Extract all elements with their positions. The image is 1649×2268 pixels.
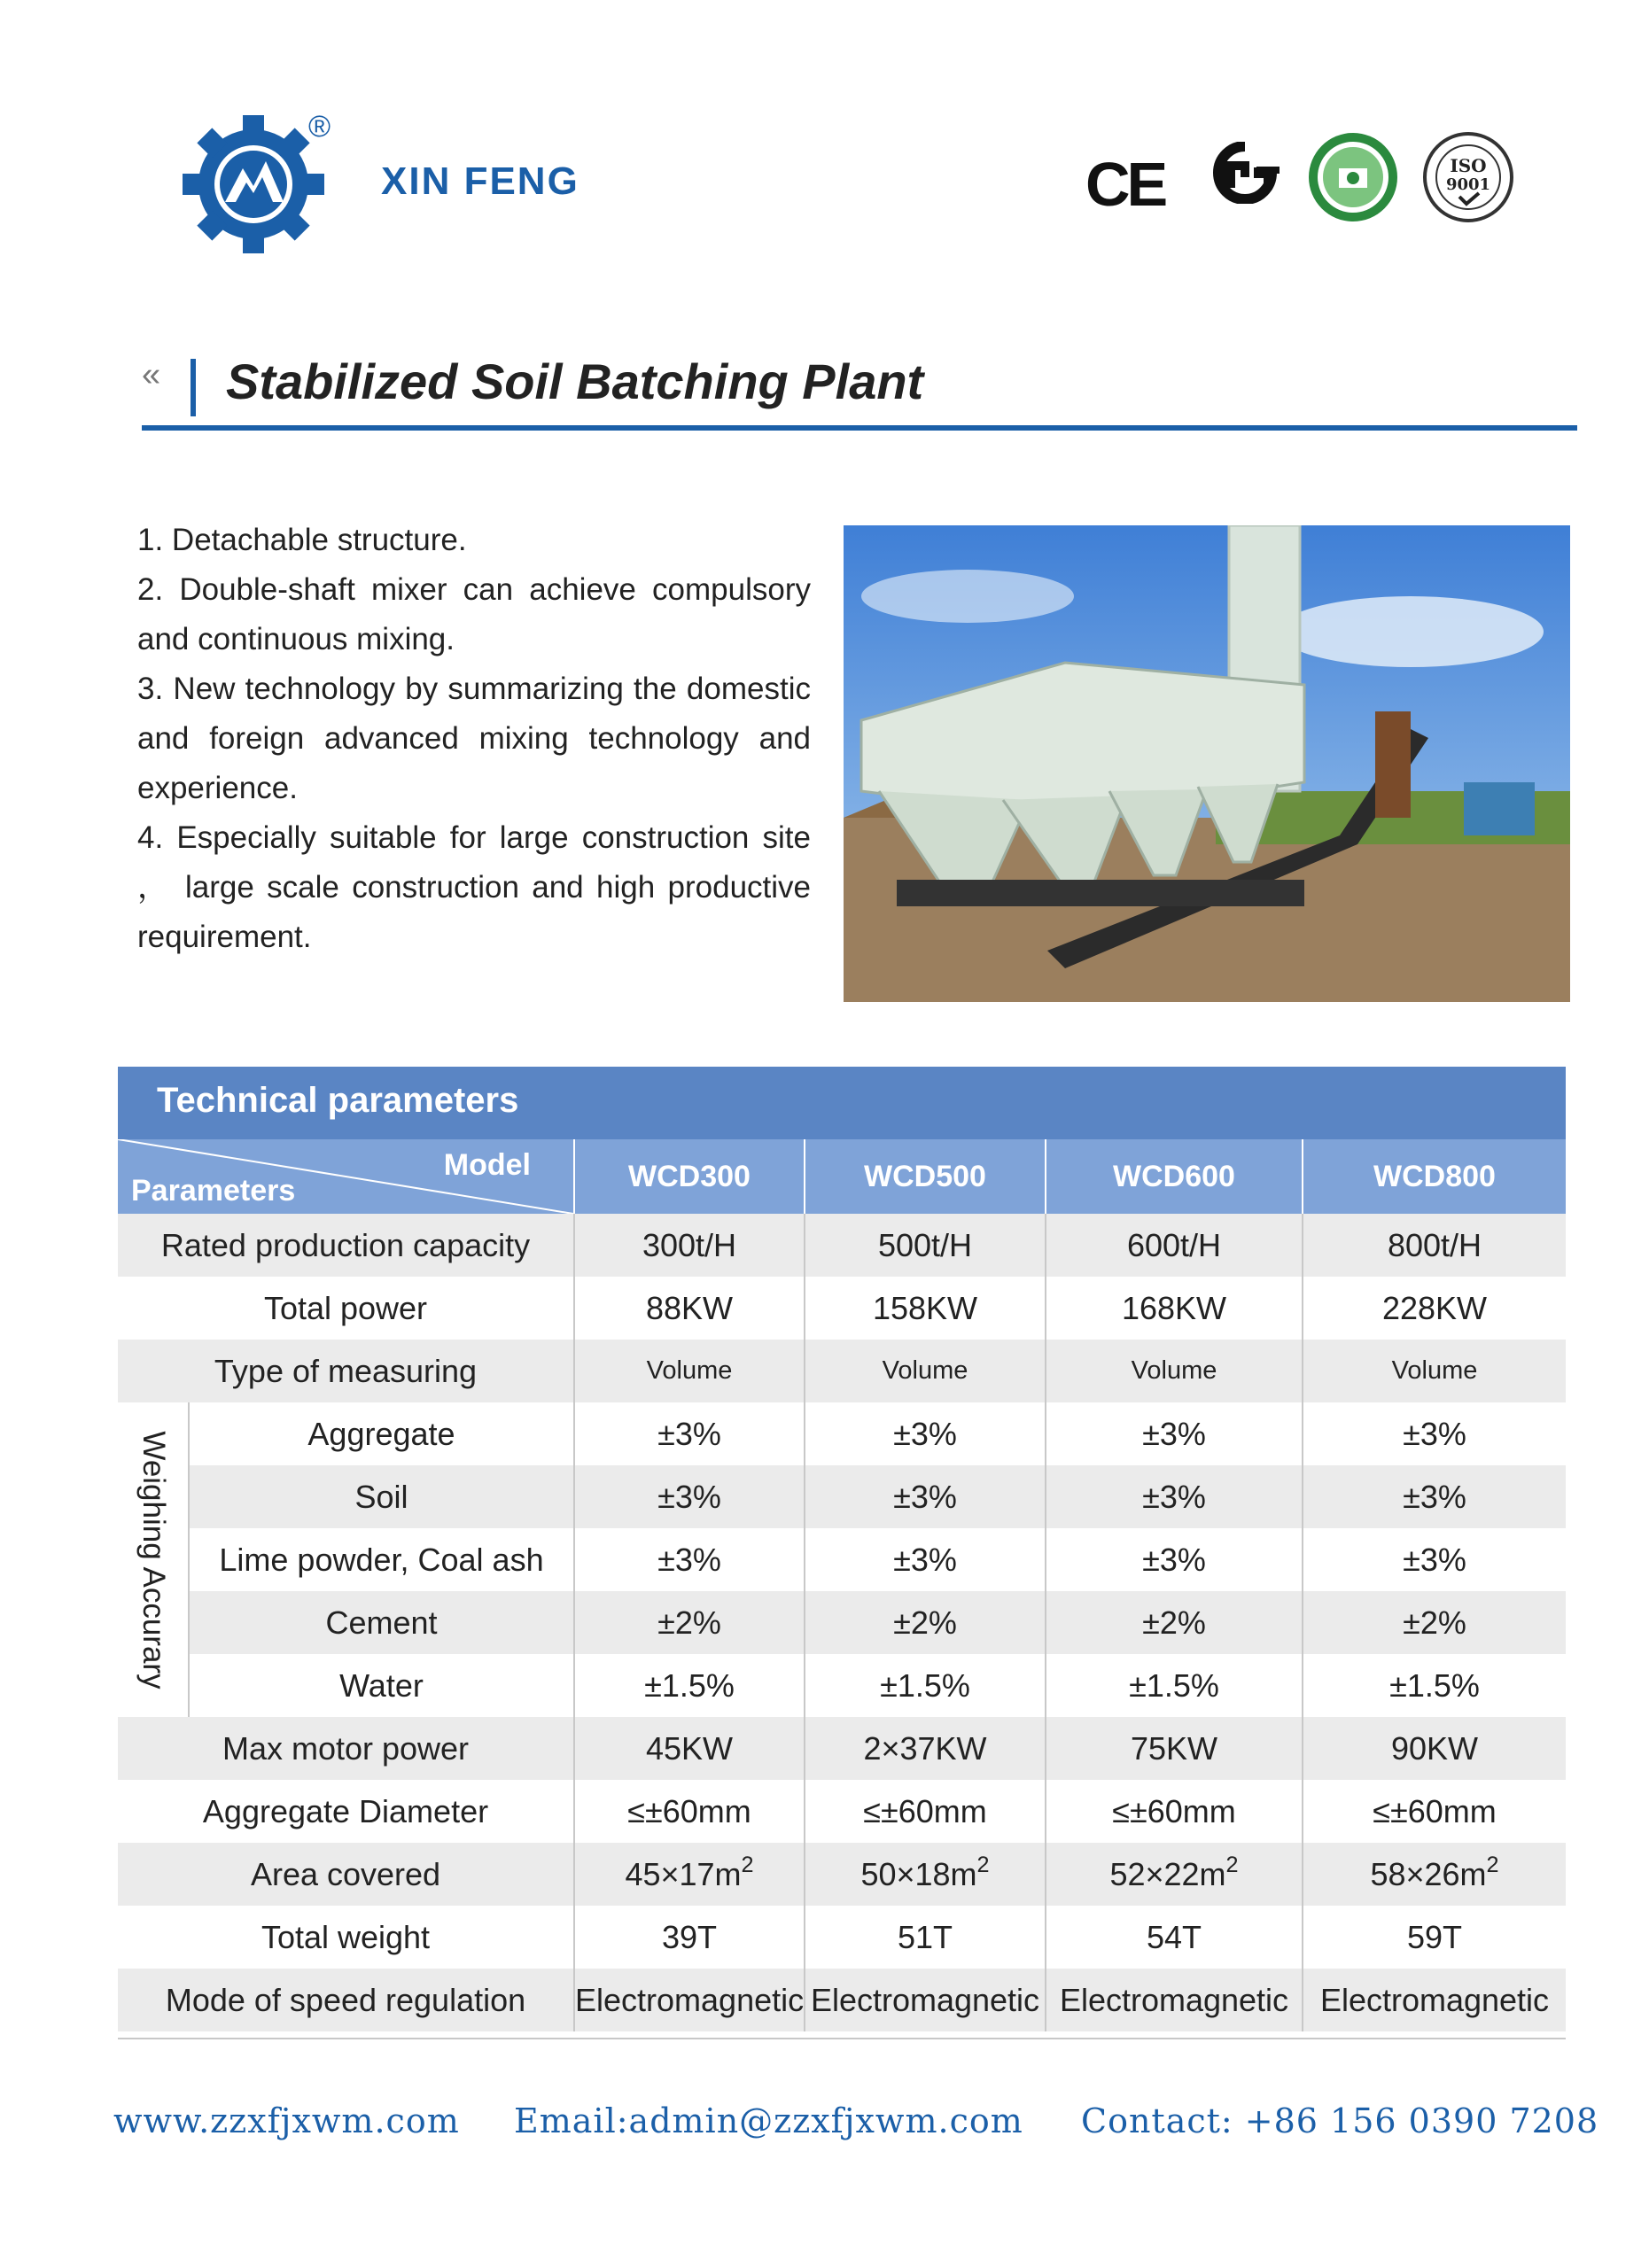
table-cell: ±3% — [805, 1402, 1046, 1465]
table-row — [118, 1906, 1566, 1969]
table-cell: ≤±60mm — [574, 1780, 805, 1843]
table-row — [118, 1214, 1566, 1277]
table-cell: 2×37KW — [805, 1717, 1046, 1780]
table-row — [118, 1277, 1566, 1340]
table-cell: Electromagnetic — [805, 1969, 1046, 2031]
table-row — [118, 1528, 1566, 1591]
product-photo — [844, 525, 1570, 1002]
table-cell: ±1.5% — [1303, 1654, 1566, 1717]
table-title: Technical parameters — [157, 1081, 519, 1120]
registered-mark: ® — [308, 110, 331, 144]
table-cell: ±3% — [574, 1465, 805, 1528]
row-label: Total weight — [118, 1906, 574, 1969]
table-cell: Electromagnetic — [1046, 1969, 1303, 2031]
table-cell: 51T — [805, 1906, 1046, 1969]
table-cell: ±2% — [574, 1591, 805, 1654]
footer-contact: Contact: +86 156 0390 7208 — [1081, 2101, 1599, 2140]
table-cell: Volume — [1046, 1340, 1303, 1402]
footer-email: Email:admin@zzxfjxwm.com — [514, 2101, 1023, 2140]
table-title-bar — [118, 1067, 1566, 1139]
table-row — [118, 1717, 1566, 1780]
table-row — [118, 1402, 1566, 1465]
table-cell: ±1.5% — [805, 1654, 1046, 1717]
section-divider — [142, 425, 1577, 431]
green-seal-icon — [1307, 131, 1400, 224]
table-cell: ±1.5% — [1046, 1654, 1303, 1717]
table-cell: 54T — [1046, 1906, 1303, 1969]
row-label: Soil — [189, 1465, 574, 1528]
table-cell: Electromagnetic — [574, 1969, 805, 2031]
row-label: Rated production capacity — [118, 1214, 574, 1277]
table-cell: Volume — [574, 1340, 805, 1402]
row-label: Type of measuring — [118, 1340, 574, 1402]
table-header-row — [118, 1139, 1566, 1214]
table-cell: 800t/H — [1303, 1214, 1566, 1277]
table-cell: $45\times 17m^2$ — [574, 1843, 805, 1906]
table-cell: $52\times 22m^2$ — [1046, 1843, 1303, 1906]
pct-mark-icon — [1205, 142, 1285, 204]
table-cell: 59T — [1303, 1906, 1566, 1969]
feature-item: 2. Double-shaft mixer can achieve compulsory and continuous mixing. — [137, 572, 811, 656]
table-cell: ±3% — [1303, 1402, 1566, 1465]
table-cell: ±2% — [1046, 1591, 1303, 1654]
row-label: Lime powder, Coal ash — [189, 1528, 574, 1591]
table-cell: 39T — [574, 1906, 805, 1969]
table-row — [118, 1465, 1566, 1528]
weighing-accuracy-label: Weighing Accurary — [136, 1430, 171, 1689]
row-label: Aggregate Diameter — [118, 1780, 574, 1843]
table-cell: ±3% — [1046, 1402, 1303, 1465]
section-accent-bar — [191, 359, 196, 416]
column-header: WCD800 — [1303, 1139, 1566, 1214]
table-cell: 300t/H — [574, 1214, 805, 1277]
svg-text:9001: 9001 — [1445, 175, 1491, 194]
feature-item: 1. Detachable structure. — [137, 523, 467, 557]
table-cell: 500t/H — [805, 1214, 1046, 1277]
table-row — [118, 1591, 1566, 1654]
table-cell: ±3% — [1046, 1465, 1303, 1528]
table-bottom-border — [118, 2038, 1566, 2039]
table-row — [118, 1780, 1566, 1843]
table-cell: 158KW — [805, 1277, 1046, 1340]
table-cell: 228KW — [1303, 1277, 1566, 1340]
table-cell: ±2% — [805, 1591, 1046, 1654]
row-label: Aggregate — [189, 1402, 574, 1465]
column-header: WCD500 — [805, 1139, 1046, 1214]
table-cell: ≤±60mm — [1303, 1780, 1566, 1843]
column-header: WCD300 — [574, 1139, 805, 1214]
feature-list — [137, 516, 811, 962]
column-header: WCD600 — [1046, 1139, 1303, 1214]
table-cell: $50\times 18m^2$ — [805, 1843, 1046, 1906]
table-cell: 45KW — [574, 1717, 805, 1780]
table-cell: $58\times 26m^2$ — [1303, 1843, 1566, 1906]
table-cell: Volume — [805, 1340, 1046, 1402]
feature-item: 3. New technology by summarizing the domestic and foreign advanced mixing technology and experience. — [137, 672, 811, 805]
table-cell: ±1.5% — [574, 1654, 805, 1717]
section-arrow-icon: « — [142, 356, 161, 393]
iso9001-sgs-seal-icon — [1422, 131, 1515, 224]
table-cell: 90KW — [1303, 1717, 1566, 1780]
table-row — [118, 1969, 1566, 2031]
brand-name: XIN FENG — [381, 159, 579, 203]
row-label: Max motor power — [118, 1717, 574, 1780]
row-label: Total power — [118, 1277, 574, 1340]
row-label: Mode of speed regulation — [118, 1969, 574, 2031]
table-corner-cell — [118, 1139, 574, 1214]
row-label: Cement — [189, 1591, 574, 1654]
table-cell: ±3% — [574, 1402, 805, 1465]
table-cell: 75KW — [1046, 1717, 1303, 1780]
feature-item: 4. Especially suitable for large construction site ， large scale construction and high productive requirement. — [137, 820, 811, 954]
table-row — [118, 1654, 1566, 1717]
table-cell: Volume — [1303, 1340, 1566, 1402]
table-cell: ±3% — [1303, 1465, 1566, 1528]
group-label-cell — [118, 1402, 189, 1717]
footer-website: www.zzxfjxwm.com — [113, 2101, 460, 2140]
row-label: Area covered — [118, 1843, 574, 1906]
table-cell: ≤±60mm — [805, 1780, 1046, 1843]
page-title: Stabilized Soil Batching Plant — [226, 353, 924, 409]
spec-table — [118, 1139, 1566, 2031]
table-cell: ±3% — [805, 1465, 1046, 1528]
table-cell: 88KW — [574, 1277, 805, 1340]
row-label: Water — [189, 1654, 574, 1717]
ce-mark-icon: CE — [1085, 150, 1165, 219]
table-row — [118, 1843, 1566, 1906]
table-cell: ±3% — [1303, 1528, 1566, 1591]
table-cell: 168KW — [1046, 1277, 1303, 1340]
table-cell: 600t/H — [1046, 1214, 1303, 1277]
corner-parameters-label: Parameters — [131, 1174, 296, 1208]
table-cell: ≤±60mm — [1046, 1780, 1303, 1843]
table-cell: Electromagnetic — [1303, 1969, 1566, 2031]
svg-text:ISO: ISO — [1450, 155, 1487, 176]
table-cell: ±2% — [1303, 1591, 1566, 1654]
table-cell: ±3% — [574, 1528, 805, 1591]
table-row — [118, 1340, 1566, 1402]
corner-model-label: Model — [443, 1148, 531, 1182]
table-cell: ±3% — [805, 1528, 1046, 1591]
table-cell: ±3% — [1046, 1528, 1303, 1591]
